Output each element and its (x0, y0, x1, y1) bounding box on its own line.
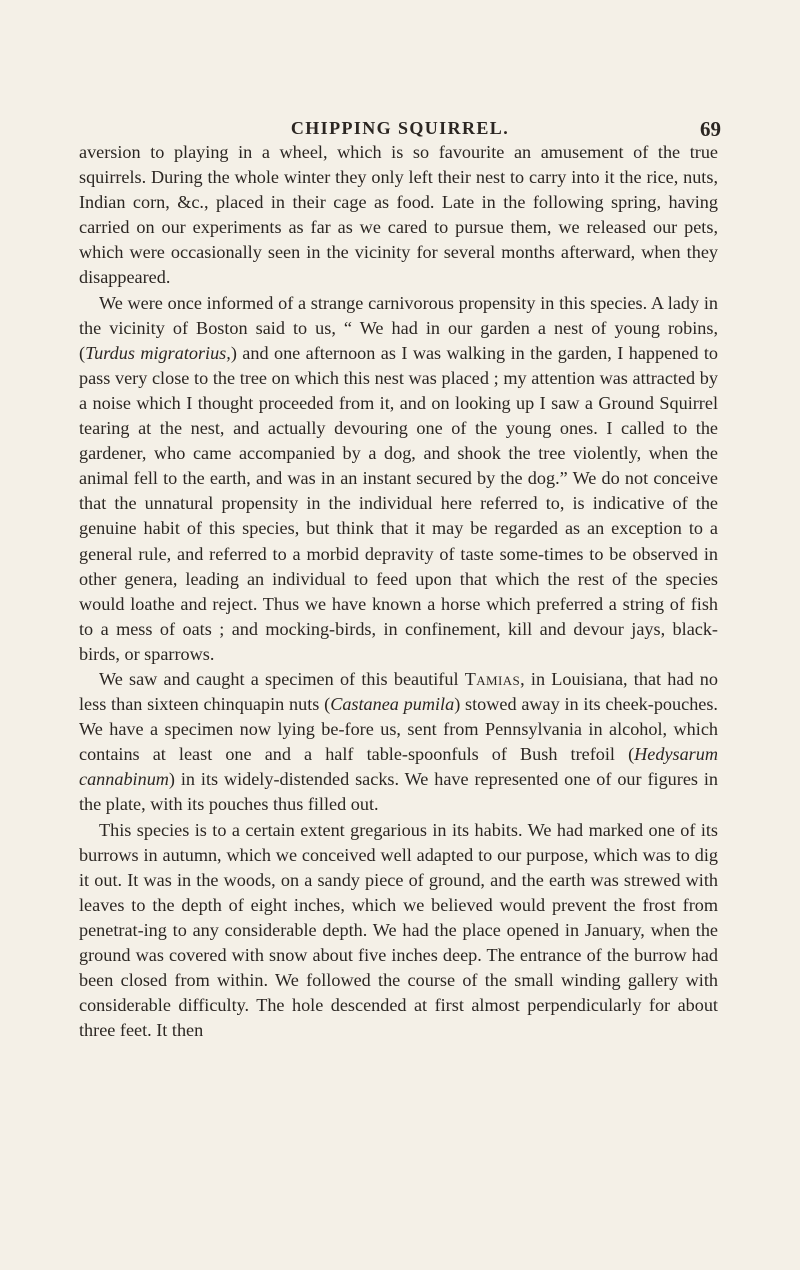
paragraph-text: ) and one afternoon as I was walking in the garden, I happened to pass very close to the tree on which this nest was placed ; my attention was attracted by a noise which I thought proceeded from it, and on looking up I saw a Ground Squirrel tearing at the nest, and actually devouring one of the young ones. I called to the gardener, who came accompanied by a dog, and shook the tree violently, when the animal fell to the earth, and was in an instant secured by the dog.” We do not conceive that the unnatural propensity in the individual here referred to, is indicative of the genuine habit of this species, but think that it may be regarded as an exception to a general rule, and referred to a morbid depravity of taste some-times to be observed in other genera, leading an individual to feed upon that which the rest of the species would loathe and reject. Thus we have known a horse which preferred a string of fish to a mess of oats ; and mocking-birds, in confinement, kill and devour jays, black-birds, or sparrows. (79, 342, 718, 664)
page-header (0, 118, 800, 142)
paragraph-text: ) in its widely-distended sacks. We have represented one of our figures in the plate, with its pouches thus filled out. (79, 769, 718, 815)
paragraph-continuation (79, 140, 718, 291)
paragraph-carnivorous-propensity (79, 291, 718, 667)
genus-name-tamias: Tamias (464, 668, 521, 689)
species-name-castanea-pumila: Castanea pumila (330, 694, 455, 715)
species-name-turdus-migratorius: Turdus migratorius, (85, 342, 231, 363)
page-number: 69 (700, 117, 721, 141)
paragraph-text: We were once informed of a strange carnivorous propensity in this species. A lady in the vicinity of Boston said to us, “ We had in our garden a nest of young robins, ( (79, 292, 718, 363)
running-head: CHIPPING SQUIRREL. (290, 118, 510, 138)
paragraph-text: This species is to a certain extent gregarious in its habits. We had marked one of its burrows in autumn, which we conceived well adapted to our purpose, which was to dig it out. It was in the woods, on a sandy piece of ground, and the earth was strewed with leaves to the depth of eight inches, which we believed would prevent the frost from penetrat-ing to any considerable depth. We had the place opened in January, when the ground was covered with snow about five inches deep. The entrance of the burrow had been closed from within. We followed the course of the small winding gallery with considerable difficulty. The hole descended at first almost perpendicularly for about three feet. It then (79, 819, 718, 1041)
paragraph-gregarious-habits (79, 818, 718, 1044)
paragraph-cheek-pouches (79, 667, 718, 818)
paragraph-text: , in Louisiana, that had no less than sixteen chinquapin nuts ( (79, 668, 718, 715)
body-text (79, 140, 718, 1043)
paragraph-text: aversion to playing in a wheel, which is so favourite an amusement of the true squirrels. During the whole winter they only left their nest to carry into it the rice, nuts, Indian corn, &c., placed in their cage as food. Late in the following spring, having carried on our experiments as far as we cared to pursue them, we released our pets, which were occasionally seen in the vicinity for several months afterward, when they disappeared. (79, 142, 718, 288)
paragraph-text: We saw and caught a specimen of this beautiful (99, 668, 465, 689)
paragraph-text: ) stowed away in its cheek-pouches. We have a specimen now lying be-fore us, sent from Pennsylvania in alcohol, which contains at least one and a half table-spoonfuls of Bush trefoil ( (79, 694, 718, 765)
species-name-hedysarum-cannabinum: Hedysarum cannabinum (79, 744, 718, 790)
